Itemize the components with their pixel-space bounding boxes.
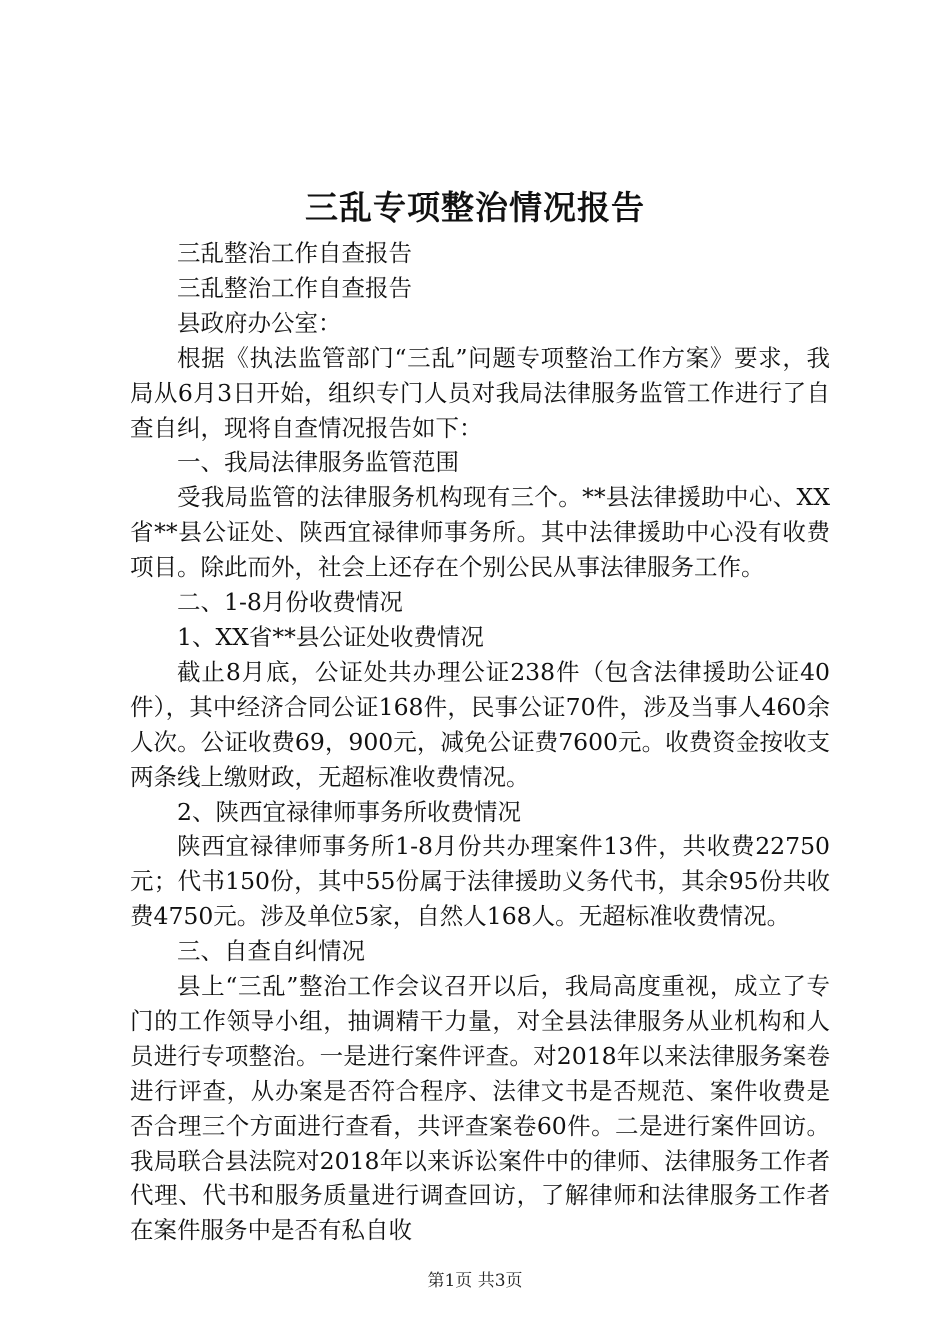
subsection-heading: 2、陕西宜禄律师事务所收费情况 xyxy=(177,797,521,826)
paragraph: 县政府办公室： xyxy=(177,308,342,337)
section-heading: 二、1-8月份收费情况 xyxy=(177,588,403,617)
document-title: 三乱专项整治情况报告 xyxy=(305,188,645,227)
paragraph: 县上“三乱”整治工作会议召开以后，我局高度重视，成立了专门的工作领导小组，抽调精干力量，对全县法律服务从业机构和人员进行专项整治。一是进行案件评查。对2018年以来法律服务案卷进行评查，从办案是否符合程序、法律文书是否规范、案件收费是否合理三个方面进行查看，共评查案卷60件。二是进行案件回访。我局联合县法院对2018年以来诉讼案件中的律师、法律服务工作者代理、代书和服务质量进行调查回访，了解律师和法律服务工作者在案件服务中是否有私自收 xyxy=(130,972,830,1245)
paragraph: 受我局监管的法律服务机构现有三个。**县法律援助中心、XX省**县公证处、陕西宜禄律师事务所。其中法律援助中心没有收费项目。除此而外，社会上还存在个别公民从事法律服务工作。 xyxy=(130,483,830,582)
paragraph: 三乱整治工作自查报告 xyxy=(177,273,412,302)
page-number-footer: 第1页 共3页 xyxy=(427,1271,523,1291)
paragraph: 陕西宜禄律师事务所1-8月份共办理案件13件，共收费22750元；代书150份，其中55份属于法律援助义务代书，其余95份共收费4750元。涉及单位5家，自然人168人。无超标准收费情况。 xyxy=(130,832,830,931)
paragraph: 根据《执法监管部门“三乱”问题专项整治工作方案》要求，我局从6月3日开始，组织专门人员对我局法律服务监管工作进行了自查自纠，现将自查情况报告如下： xyxy=(130,343,830,442)
section-heading: 三、自查自纠情况 xyxy=(177,937,365,966)
paragraph: 三乱整治工作自查报告 xyxy=(177,239,412,267)
paragraph: 截止8月底，公证处共办理公证238件（包含法律援助公证40件），其中经济合同公证168件，民事公证70件，涉及当事人460余人次。公证收费69，900元，减免公证费7600元。收费资金按收支两条线上缴财政，无超标准收费情况。 xyxy=(130,657,830,791)
subsection-heading: 1、XX省**县公证处收费情况 xyxy=(177,622,484,651)
section-heading: 一、我局法律服务监管范围 xyxy=(177,448,459,477)
document-body xyxy=(130,236,830,1248)
